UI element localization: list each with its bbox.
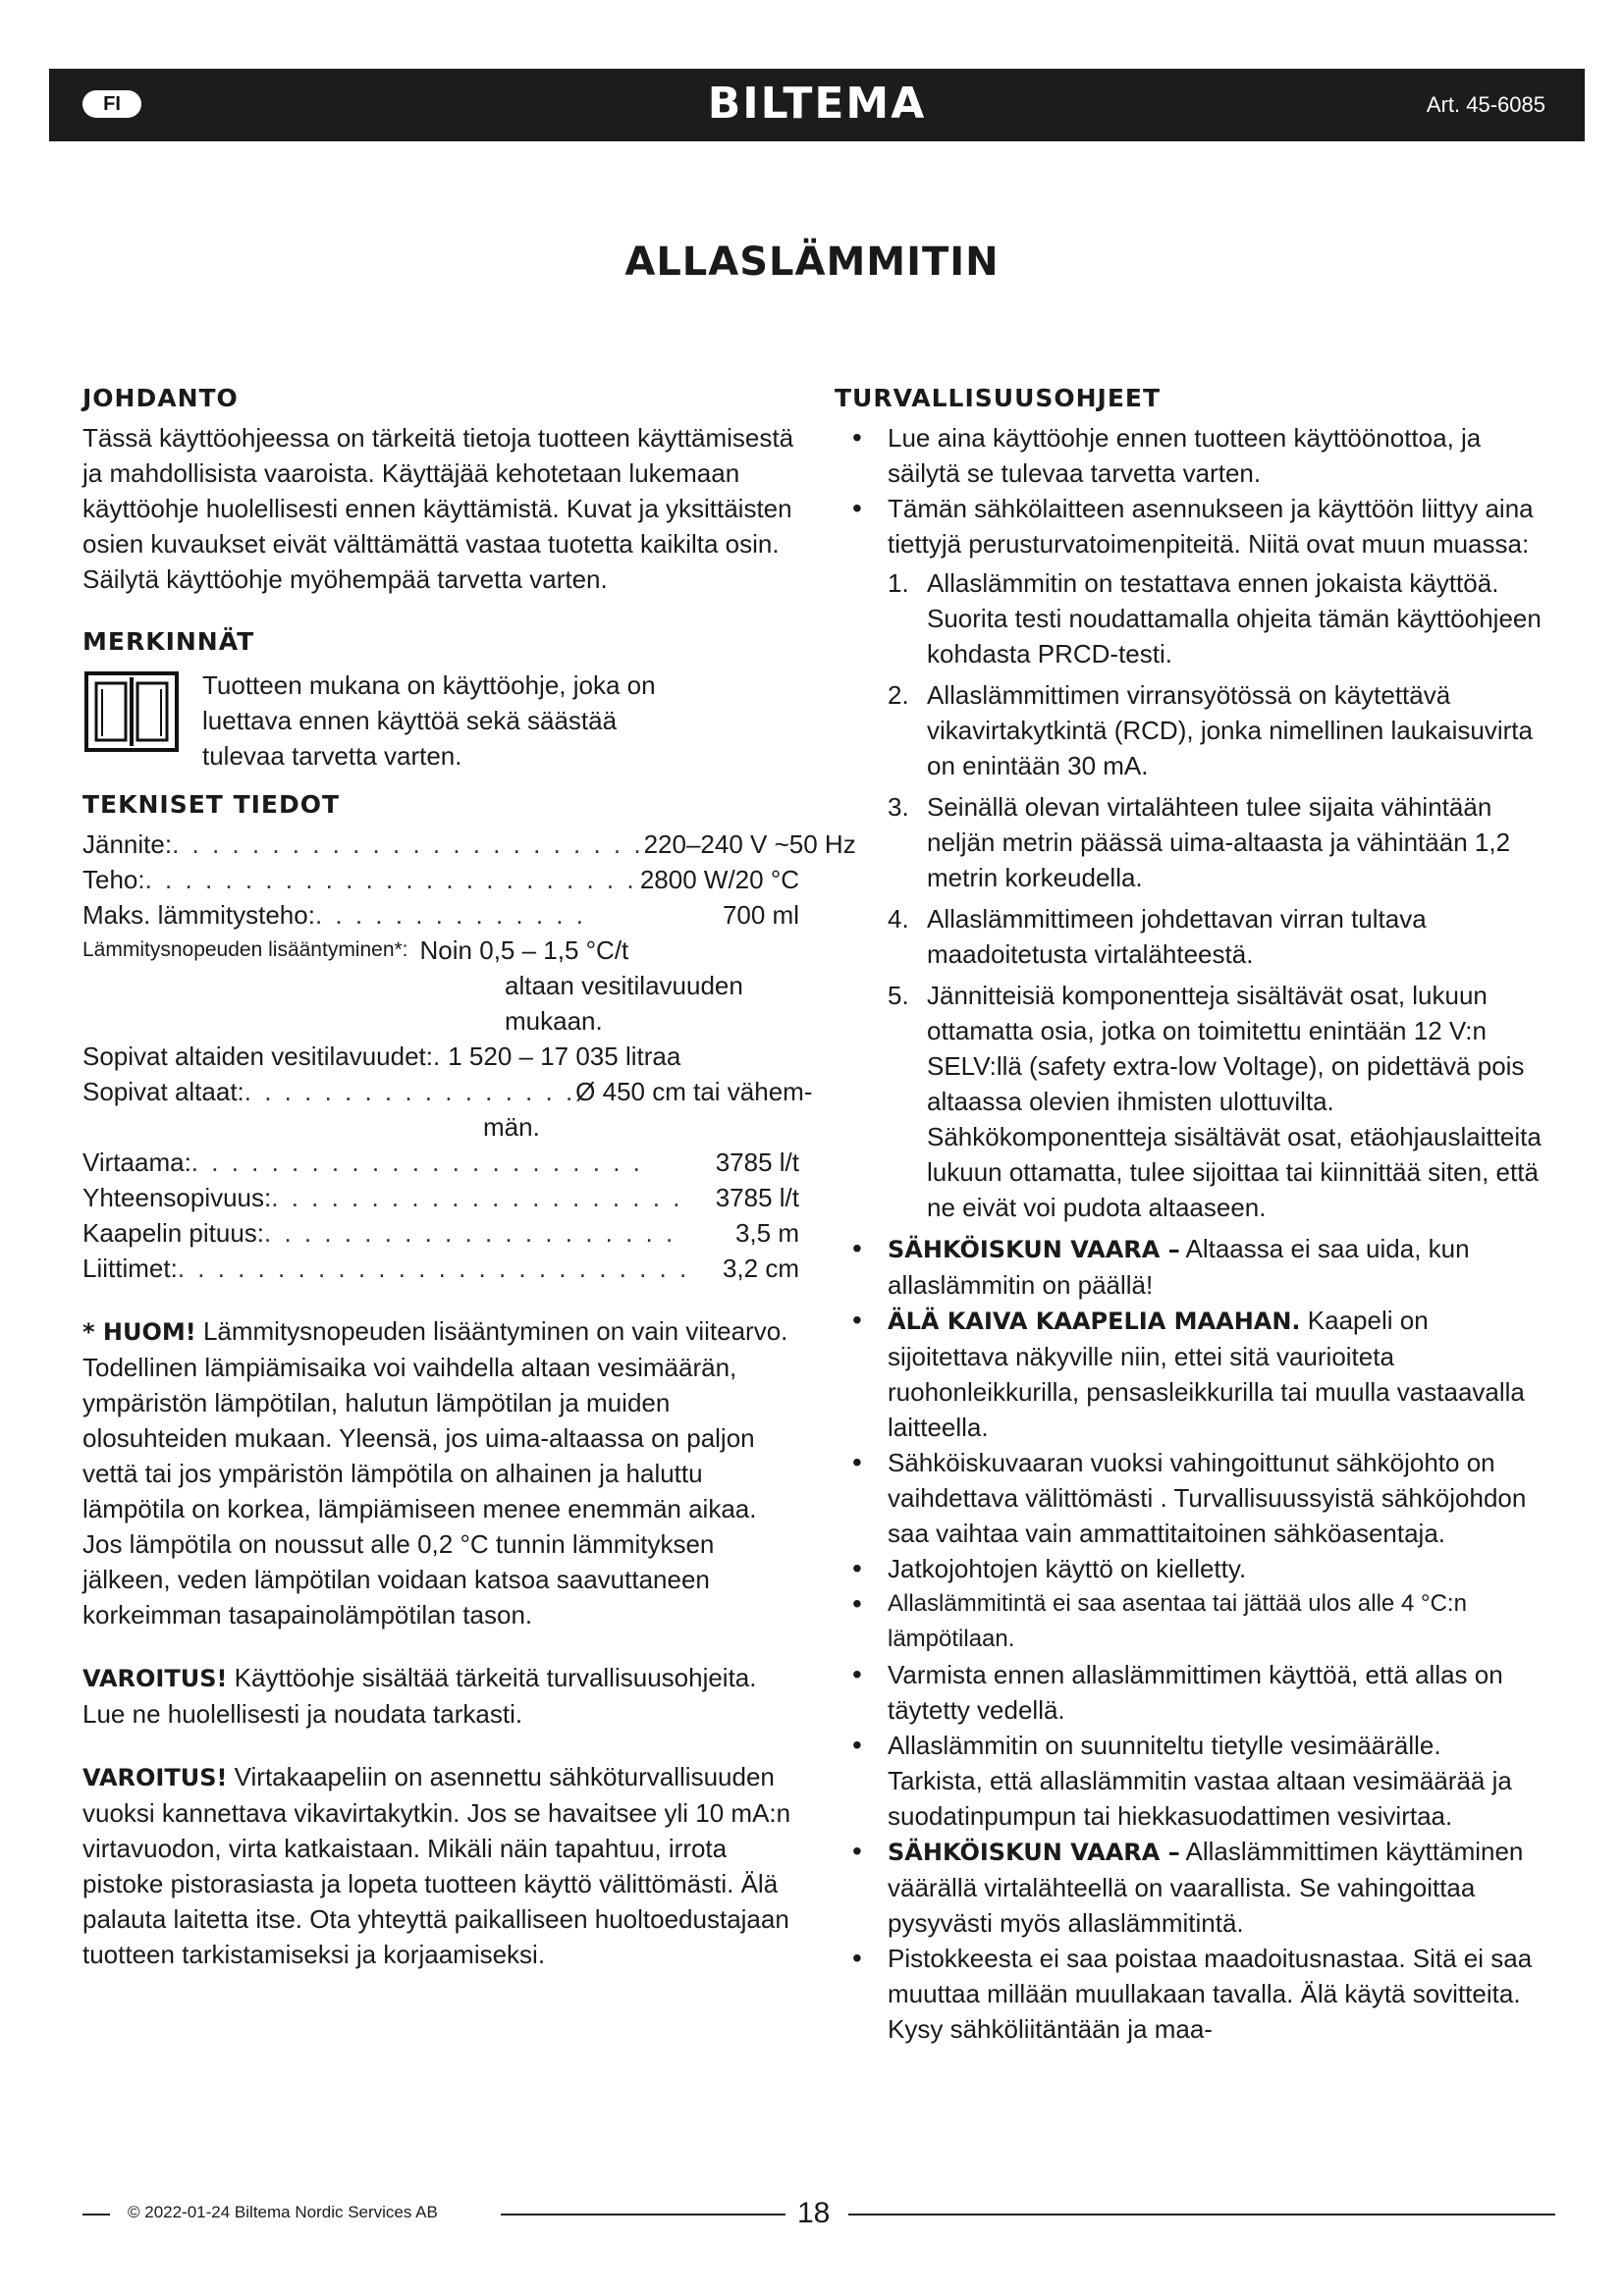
spec-row: Virtaama: . . . . . . . . . . . . . . . . . . . . . . . 3785 l/t [82, 1148, 799, 1177]
spec-row: Yhteensopivuus: . . . . . . . . . . . . . . . . . . . . . 3785 l/t [82, 1183, 799, 1212]
warning-paragraph-1: VAROITUS! Käyttöohje sisältää tärkeitä turvallisuusohjeita. Lue ne huolellisesti ja noudata tarkasti. [82, 1663, 757, 1729]
spec-row-cont: mukaan. [505, 1006, 603, 1036]
spec-row: Jännite: . . . . . . . . . . . . . . . . . . . . . . . . 220–240 V ~50 Hz [82, 829, 856, 859]
tech-specs [82, 827, 856, 1286]
footer-divider [848, 2214, 1555, 2216]
note-paragraph: * HUOM! Lämmitysnopeuden lisääntyminen on vain viitearvo. Todellinen lämpiämisaika voi vaihdella altaan vesimäärän, ympäristön lämpötilan, halutun lämpötilan ja muiden olosuhteiden mukaan. Yleensä, jos uima-altaassa on paljon vettä tai jos ympäristön lämpötila on alhainen ja haluttu lämpötila on korkea, lämpiämiseen menee enemmän aikaa. Jos lämpötila on noussut alle 0,2 °C tunnin lämmityksen jälkeen, veden lämpötilan voidaan katsoa saavuttaneen korkeimman tasapainolämpötilan tason. [82, 1316, 788, 1629]
marks-text: Tuotteen mukana on käyttöohje, joka on luettava ennen käyttöä sekä säästää tulevaa tarvetta varten. [202, 670, 656, 771]
list-item: • Tämän sähkölaitteen asennukseen ja käyttöön liittyy aina tiettyjä perusturvatoimenpiteitä. Niitä ovat muun muassa: [835, 491, 1542, 561]
spec-row: Lämmitysnopeuden lisääntyminen*: Noin 0,5 – 1,5 °C/t [82, 935, 629, 965]
intro-heading: JOHDANTO [82, 384, 239, 412]
list-item: • SÄHKÖISKUN VAARA – Allaslämmittimen käyttäminen väärällä virtalähteellä on vaarallista. Se vahingoittaa pysyvästi myös allaslämmitintä. [835, 1834, 1542, 1941]
numbered-item: 5. Jännitteisiä komponentteja sisältävät osat, lukuun ottamatta osia, jotka on toimitettu enintään 12 V:n SELV:llä (safety extra-low Voltage), on pidettävä pois altaassa olevien ihmisten ulottuvilta. Sähkökomponentteja sisältävät osat, etäohjauslaitteita lukuun ottamatta, tulee sijoittaa tai kiinnittää siten, että ne eivät voi pudota altaaseen. [888, 981, 1542, 1222]
tech-heading: TEKNISET TIEDOT [82, 790, 341, 819]
safety-heading: TURVALLISUUSOHJEET [835, 384, 1162, 412]
list-item: • Varmista ennen allaslämmittimen käyttöä, että allas on täytetty vedellä. [835, 1657, 1542, 1728]
page-title: ALLASLÄMMITIN [624, 240, 1000, 285]
numbered-item: 2. Allaslämmittimen virransyötössä on käytettävä vikavirtakytkintä (RCD), jonka nimellinen laukaisuvirta on enintään 30 mA. [888, 680, 1533, 780]
footer-copyright: © 2022-01-24 Biltema Nordic Services AB [128, 2203, 438, 2221]
page-number: 18 [797, 2197, 831, 2229]
list-item: • Allaslämmitintä ei saa asentaa tai jättää ulos alle 4 °C:n lämpötilaan. [835, 1586, 1542, 1657]
list-item: • Lue aina käyttöohje ennen tuotteen käyttöönottoa, ja säilytä se tulevaa tarvetta varten. [835, 420, 1542, 491]
spec-row: Teho: . . . . . . . . . . . . . . . . . . . . . . . . . 2800 W/20 °C [82, 865, 799, 894]
list-item: • Jatkojohtojen käyttö on kielletty. [835, 1551, 1542, 1586]
brand-logo: BILTEMA [707, 79, 927, 129]
list-item: • SÄHKÖISKUN VAARA – Altaassa ei saa uida, kun allaslämmitin on päällä! [835, 1231, 1542, 1303]
spec-row: Kaapelin pituus: . . . . . . . . . . . . . . . . . . . . . 3,5 m [82, 1218, 799, 1248]
header-bar [49, 69, 1585, 141]
warning-paragraph-2: VAROITUS! Virtakaapeliin on asennettu sähköturvallisuuden vuoksi kannettava vikavirtakytkin. Jos se havaitsee yli 10 mA:n virtavuodon, virta katkaistaan. Mikäli näin tapahtuu, irrota pistoke pistorasiasta ja lopeta tuotteen käyttö välittömästi. Älä palauta laitetta itse. Ota yhteyttä paikalliseen huoltoedustajaan tuotteen tarkistamiseksi ja korjaamiseksi. [82, 1762, 791, 1969]
spec-row-cont: män. [483, 1112, 540, 1142]
footer-divider [82, 2214, 110, 2216]
article-number: Art. 45-6085 [1426, 92, 1545, 117]
right-column [835, 381, 1542, 2047]
list-item: • Sähköiskuvaaran vuoksi vahingoittunut sähköjohto on vaihdettava välittömästi . Turvallisuussyistä sähköjohdon saa vaihtaa vain ammattitaitoinen sähköasentaja. [835, 1445, 1542, 1551]
list-item: • Allaslämmitin on suunniteltu tietylle vesimäärälle. Tarkista, että allaslämmitin vastaa altaan vesimäärää ja suodatinpumpun tai hiekkasuodattimen vesivirtaa. [835, 1728, 1542, 1834]
manual-book-icon [82, 667, 181, 756]
spec-row: Sopivat altaiden vesitilavuudet:. 1 520 – 17 035 litraa [82, 1041, 681, 1071]
spec-row: Sopivat altaat: . . . . . . . . . . . . . . . . . Ø 450 cm tai vähem- [82, 1077, 813, 1106]
marks-row [82, 667, 799, 774]
numbered-item: 1. Allaslämmitin on testattava ennen jokaista käyttöä. Suorita testi noudattamalla ohjeita tämän käyttöohjeen kohdasta PRCD-testi. [888, 568, 1542, 668]
numbered-item: 3. Seinällä olevan virtalähteen tulee sijaita vähintään neljän metrin päässä uima-altaasta ja vähintään 1,2 metrin korkeudella. [888, 792, 1511, 892]
numbered-item: 4. Allaslämmittimeen johdettavan virran tultava maadoitetusta virtalähteestä. [888, 904, 1427, 969]
footer-divider [501, 2214, 785, 2216]
left-column [82, 381, 856, 1972]
list-item: • ÄLÄ KAIVA KAAPELIA MAAHAN. Kaapeli on sijoitettava näkyville niin, ettei sitä vaurioiteta ruohonleikkurilla, pensasleikkurilla tai muulla vastaavalla laitteella. [835, 1303, 1542, 1445]
marks-heading: MERKINNÄT [82, 627, 255, 656]
spec-row: Maks. lämmitysteho: . . . . . . . . . . . . . . 700 ml [82, 900, 799, 930]
spec-row-cont: altaan vesitilavuuden [505, 971, 743, 1000]
intro-text: Tässä käyttöohjeessa on tärkeitä tietoja tuotteen käyttämisestä ja mahdollisista vaaroista. Käyttäjää kehotetaan lukemaan käyttöohje huolellisesti ennen käyttämistä. Kuvat ja yksittäisten osien kuvaukset eivät välttämättä vastaa tuotetta kaikilta osin. Säilytä käyttöohje myöhempää tarvetta varten. [82, 423, 794, 594]
language-badge: FI [82, 90, 141, 118]
list-item: • Pistokkeesta ei saa poistaa maadoitusnastaa. Sitä ei saa muuttaa millään muullakaan tavalla. Älä käytä sovitteita. Kysy sähköliitäntään ja maa- [835, 1941, 1542, 2047]
spec-row: Liittimet: . . . . . . . . . . . . . . . . . . . . . . . . . . 3,2 cm [82, 1254, 799, 1283]
